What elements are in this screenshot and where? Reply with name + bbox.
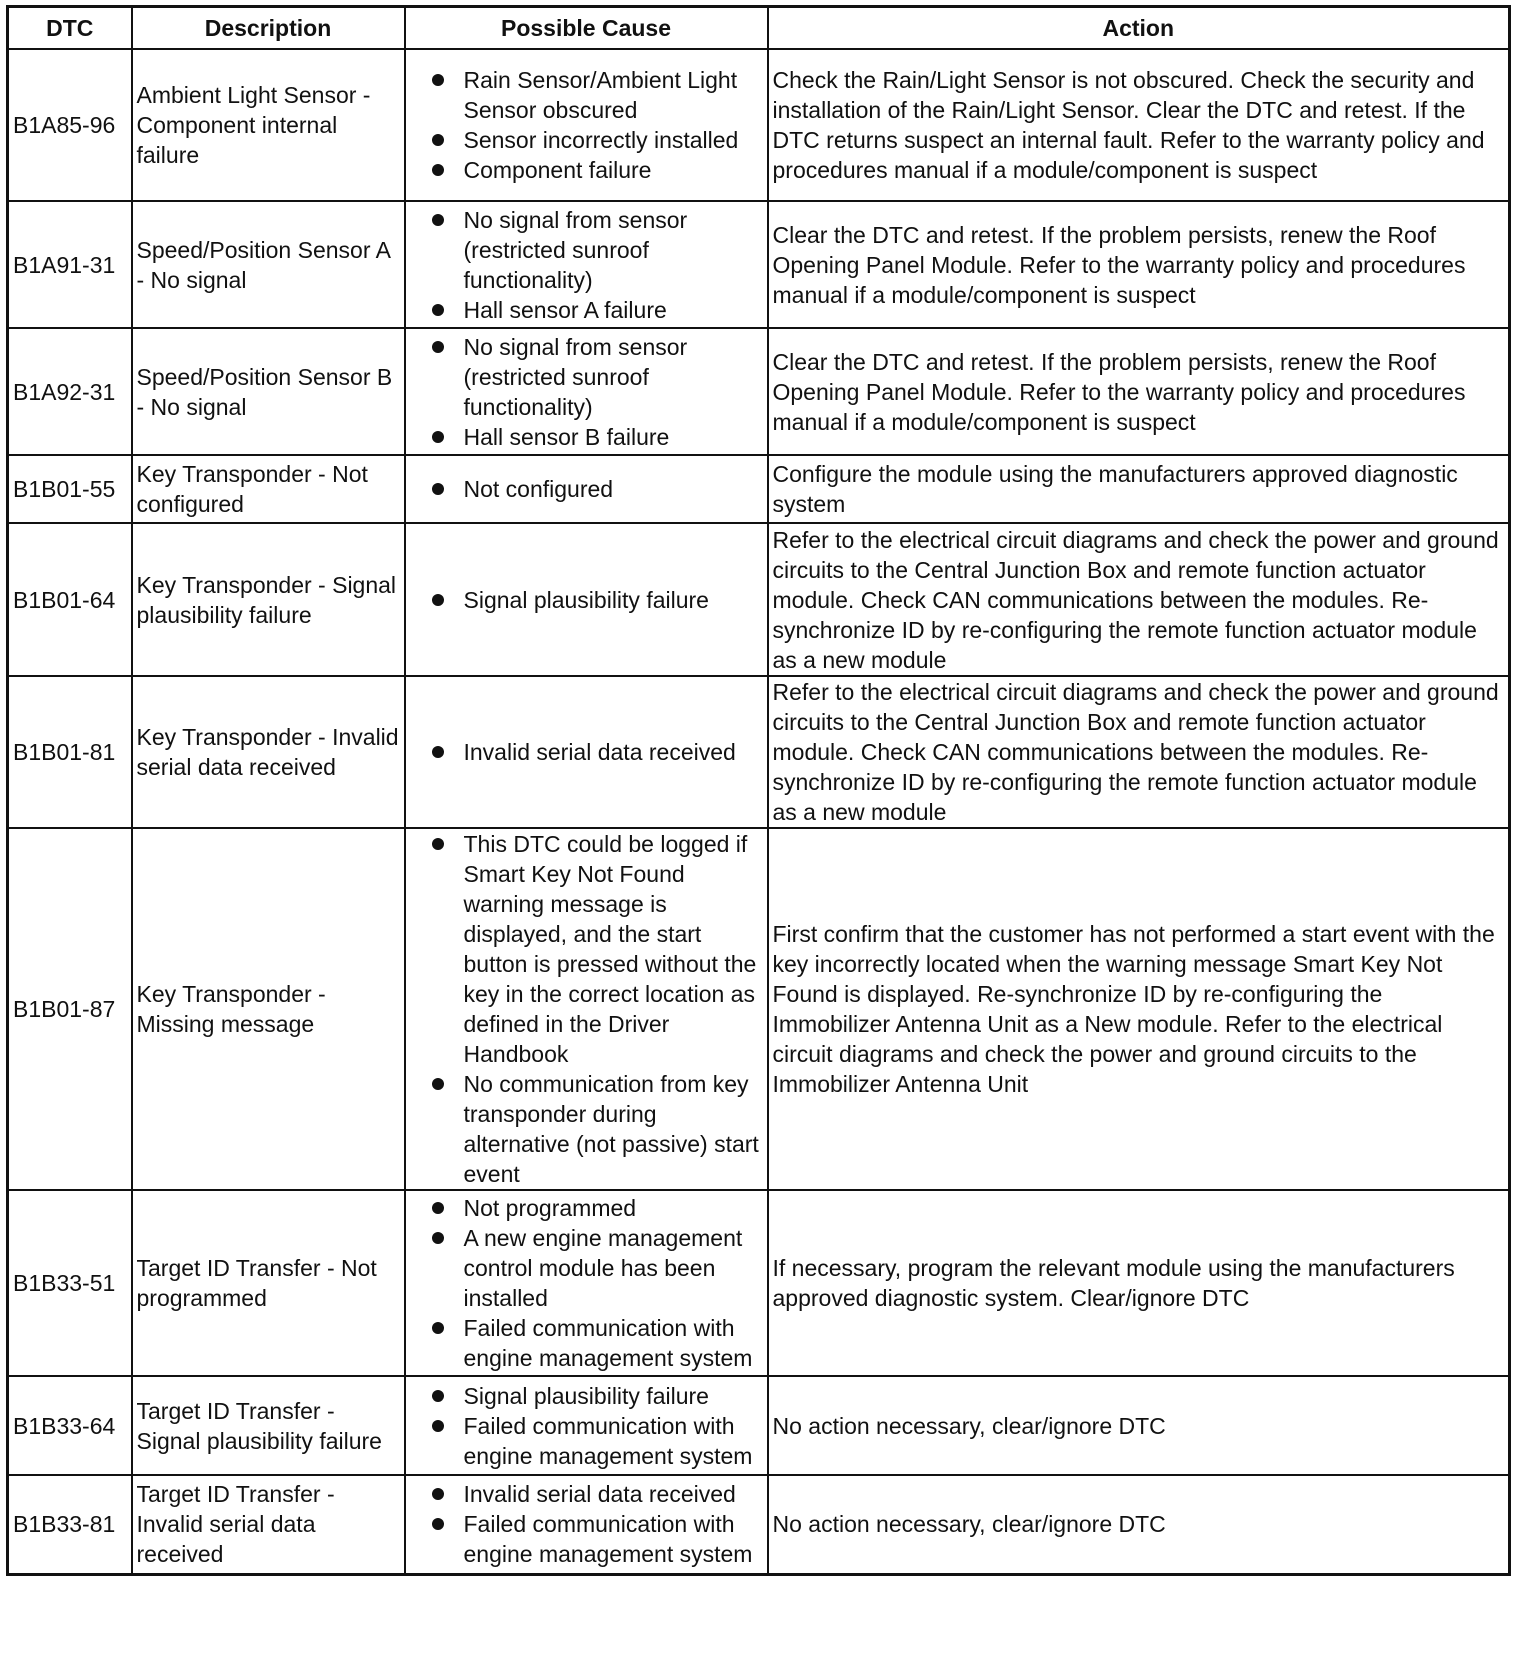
dtc-code: B1B01-64: [8, 523, 132, 676]
dtc-action: Configure the module using the manufacturers approved diagnostic system: [768, 455, 1510, 523]
possible-cause-item: No signal from sensor (restricted sunroof functionality): [430, 332, 763, 422]
possible-cause-cell: [405, 676, 768, 828]
possible-cause-list: [410, 829, 763, 1189]
table-row: [8, 328, 1510, 455]
dtc-code: B1B33-64: [8, 1376, 132, 1475]
header-possible-cause: Possible Cause: [405, 7, 768, 50]
possible-cause-item: Hall sensor A failure: [430, 295, 763, 325]
possible-cause-item: Failed communication with engine management system: [430, 1509, 763, 1569]
dtc-action: Clear the DTC and retest. If the problem persists, renew the Roof Opening Panel Module. Refer to the warranty policy and procedures manual if a module/component is suspect: [768, 328, 1510, 455]
possible-cause-cell: [405, 1190, 768, 1376]
dtc-action: Clear the DTC and retest. If the problem persists, renew the Roof Opening Panel Module. Refer to the warranty policy and procedures manual if a module/component is suspect: [768, 201, 1510, 328]
dtc-description: Speed/Position Sensor A - No signal: [132, 201, 405, 328]
dtc-description: Target ID Transfer - Invalid serial data received: [132, 1475, 405, 1574]
possible-cause-list: [410, 585, 763, 615]
table-header: [8, 7, 1510, 50]
possible-cause-item: Component failure: [430, 155, 763, 185]
possible-cause-cell: [405, 49, 768, 201]
dtc-description: Ambient Light Sensor - Component internal failure: [132, 49, 405, 201]
possible-cause-item: Invalid serial data received: [430, 737, 763, 767]
table-row: [8, 1376, 1510, 1475]
dtc-action: Refer to the electrical circuit diagrams and check the power and ground circuits to the Central Junction Box and remote function actuator module. Check CAN communications between the modules. Re-synchronize ID by re-configuring the remote function actuator module as a new module: [768, 676, 1510, 828]
possible-cause-cell: [405, 523, 768, 676]
possible-cause-cell: [405, 328, 768, 455]
header-action: Action: [768, 7, 1510, 50]
dtc-description: Key Transponder - Missing message: [132, 828, 405, 1190]
possible-cause-item: Signal plausibility failure: [430, 585, 763, 615]
possible-cause-list: [410, 1193, 763, 1373]
possible-cause-list: [410, 65, 763, 185]
possible-cause-item: Not programmed: [430, 1193, 763, 1223]
dtc-code: B1A91-31: [8, 201, 132, 328]
possible-cause-list: [410, 205, 763, 325]
possible-cause-list: [410, 1381, 763, 1471]
dtc-table: [6, 5, 1511, 1576]
dtc-action: No action necessary, clear/ignore DTC: [768, 1475, 1510, 1574]
table-row: [8, 828, 1510, 1190]
dtc-description: Key Transponder - Not configured: [132, 455, 405, 523]
table-row: [8, 676, 1510, 828]
dtc-description: Key Transponder - Signal plausibility failure: [132, 523, 405, 676]
dtc-action: Check the Rain/Light Sensor is not obscured. Check the security and installation of the Rain/Light Sensor. Clear the DTC and retest. If the DTC returns suspect an internal fault. Refer to the warranty policy and procedures manual if a module/component is suspect: [768, 49, 1510, 201]
table-row: [8, 1475, 1510, 1574]
possible-cause-item: No communication from key transponder during alternative (not passive) start event: [430, 1069, 763, 1189]
table-row: [8, 523, 1510, 676]
possible-cause-item: Signal plausibility failure: [430, 1381, 763, 1411]
possible-cause-cell: [405, 1475, 768, 1574]
possible-cause-cell: [405, 1376, 768, 1475]
possible-cause-item: Hall sensor B failure: [430, 422, 763, 452]
dtc-code: B1B01-87: [8, 828, 132, 1190]
possible-cause-item: Invalid serial data received: [430, 1479, 763, 1509]
dtc-code: B1A85-96: [8, 49, 132, 201]
table-row: [8, 201, 1510, 328]
possible-cause-cell: [405, 455, 768, 523]
table-row: [8, 455, 1510, 523]
dtc-action: First confirm that the customer has not performed a start event with the key incorrectly located when the warning message Smart Key Not Found is displayed. Re-synchronize ID by re-configuring the Immobilizer Antenna Unit as a New module. Refer to the electrical circuit diagrams and check the power and ground circuits to the Immobilizer Antenna Unit: [768, 828, 1510, 1190]
table-row: [8, 1190, 1510, 1376]
dtc-description: Target ID Transfer - Signal plausibility failure: [132, 1376, 405, 1475]
dtc-code: B1A92-31: [8, 328, 132, 455]
header-row: [8, 7, 1510, 50]
possible-cause-item: Failed communication with engine management system: [430, 1313, 763, 1373]
possible-cause-list: [410, 1479, 763, 1569]
possible-cause-list: [410, 737, 763, 767]
possible-cause-cell: [405, 828, 768, 1190]
dtc-action: Refer to the electrical circuit diagrams and check the power and ground circuits to the Central Junction Box and remote function actuator module. Check CAN communications between the modules. Re-synchronize ID by re-configuring the remote function actuator module as a new module: [768, 523, 1510, 676]
possible-cause-item: Not configured: [430, 474, 763, 504]
possible-cause-item: A new engine management control module has been installed: [430, 1223, 763, 1313]
possible-cause-list: [410, 474, 763, 504]
dtc-code: B1B01-81: [8, 676, 132, 828]
dtc-action: If necessary, program the relevant module using the manufacturers approved diagnostic system. Clear/ignore DTC: [768, 1190, 1510, 1376]
dtc-code: B1B01-55: [8, 455, 132, 523]
header-description: Description: [132, 7, 405, 50]
dtc-code: B1B33-51: [8, 1190, 132, 1376]
possible-cause-item: This DTC could be logged if Smart Key Not Found warning message is displayed, and the start button is pressed without the key in the correct location as defined in the Driver Handbook: [430, 829, 763, 1069]
table-row: [8, 49, 1510, 201]
possible-cause-cell: [405, 201, 768, 328]
dtc-description: Speed/Position Sensor B - No signal: [132, 328, 405, 455]
possible-cause-item: Sensor incorrectly installed: [430, 125, 763, 155]
dtc-action: No action necessary, clear/ignore DTC: [768, 1376, 1510, 1475]
dtc-code: B1B33-81: [8, 1475, 132, 1574]
dtc-description: Key Transponder - Invalid serial data received: [132, 676, 405, 828]
possible-cause-list: [410, 332, 763, 452]
table-body: [8, 49, 1510, 1574]
dtc-description: Target ID Transfer - Not programmed: [132, 1190, 405, 1376]
possible-cause-item: No signal from sensor (restricted sunroof functionality): [430, 205, 763, 295]
header-dtc: DTC: [8, 7, 132, 50]
possible-cause-item: Failed communication with engine management system: [430, 1411, 763, 1471]
possible-cause-item: Rain Sensor/Ambient Light Sensor obscured: [430, 65, 763, 125]
